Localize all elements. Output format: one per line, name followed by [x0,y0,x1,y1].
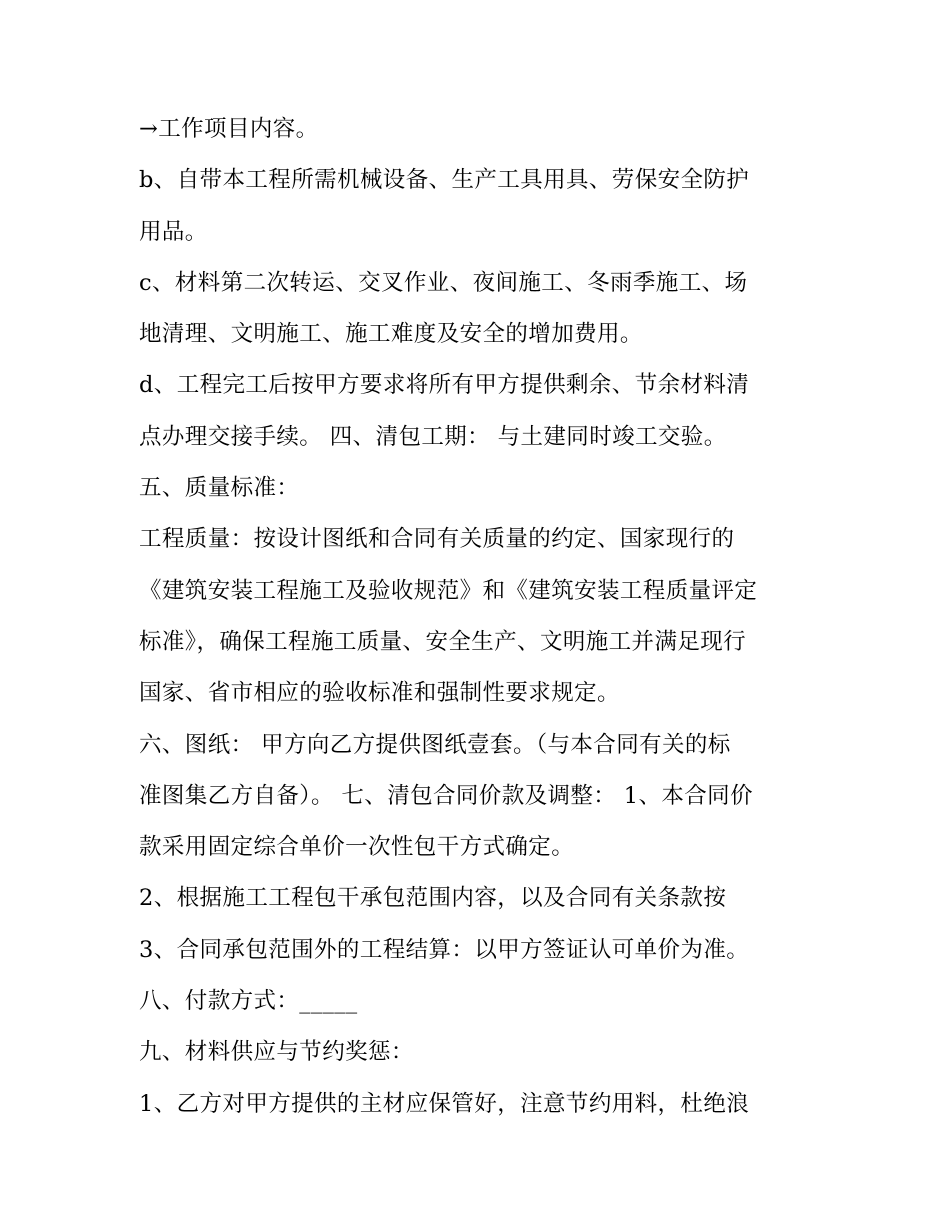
text-line-4: c、材料第二次转运、交叉作业、夜间施工、冬雨季施工、场 [139,269,748,296]
text-line-15: 款采用固定综合单价一次性包干方式确定。 [139,834,575,861]
text-line-14: 准图集乙方自备）。 七、清包合同价款及调整： 1、本合同价 [139,782,753,809]
text-line-12: 国家、省市相应的验收标准和强制性要求规定。 [139,680,620,707]
text-line-11: 标准》，确保工程施工质量、安全生产、文明施工并满足现行 [139,628,747,655]
text-line-9: 工程质量：按设计图纸和合同有关质量的约定、国家现行的 [139,526,735,553]
text-line-6: d、工程完工后按甲方要求将所有甲方提供剩余、节余材料清 [139,372,750,399]
text-line-3: 用品。 [139,218,208,245]
text-line-17: 3、合同承包范围外的工程结算：以甲方签证认可单价为准。 [139,936,750,963]
section-heading-payment: 八、付款方式：_____ [139,988,358,1015]
text-line-20: 1、乙方对甲方提供的主材应保管好，注意节约用料，杜绝浪 [139,1090,750,1117]
document-body [139,104,819,1130]
text-line-16: 2、根据施工工程包干承包范围内容，以及合同有关条款按 [139,885,727,912]
text-line-10: 《建筑安装工程施工及验收规范》和《建筑安装工程质量评定 [139,577,758,604]
text-line-7: 点办理交接手续。 四、清包工期： 与土建同时竣工交验。 [139,423,727,450]
section-heading-quality: 五、质量标准： [139,475,300,502]
text-line-5: 地清理、文明施工、施工难度及安全的增加费用。 [139,321,643,348]
text-line-2: b、自带本工程所需机械设备、生产工具用具、劳保安全防护 [139,167,750,194]
section-heading-materials: 九、材料供应与节约奖惩： [139,1039,414,1066]
text-line-13: 六、图纸： 甲方向乙方提供图纸壹套。（与本合同有关的标 [139,731,731,758]
text-line-1: →工作项目内容。 [139,116,319,142]
